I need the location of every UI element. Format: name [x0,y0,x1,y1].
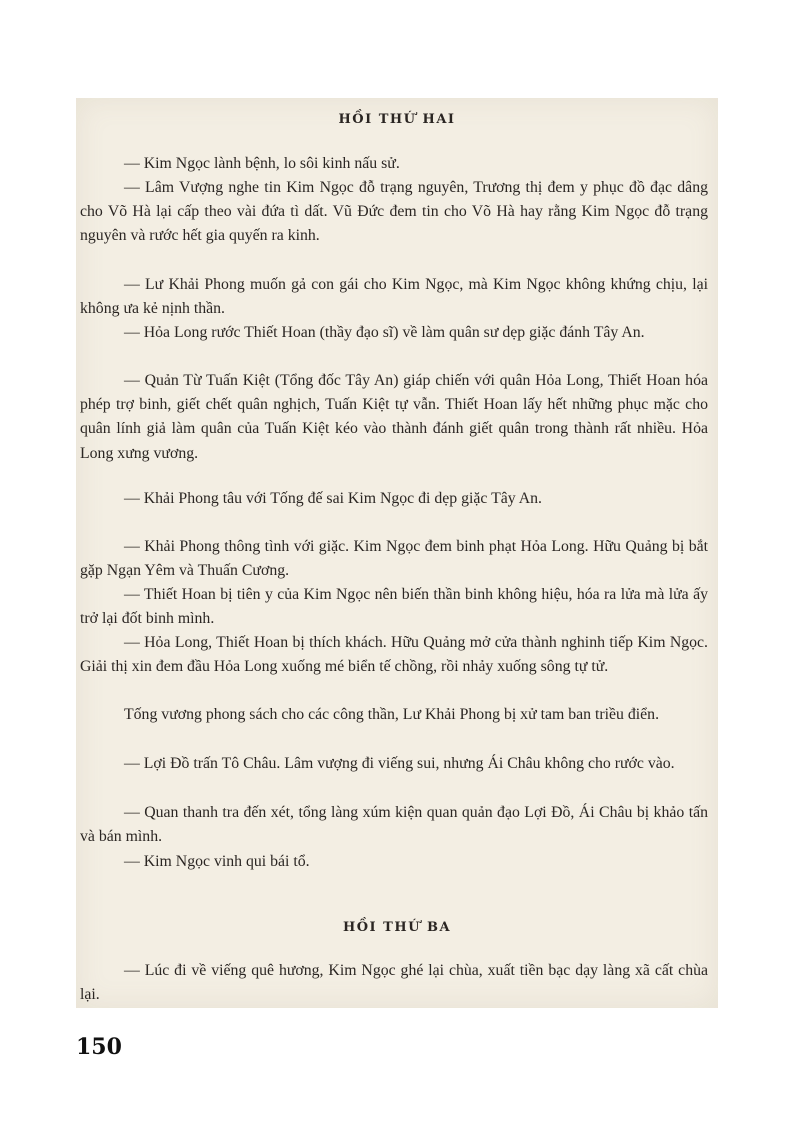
paragraph: — Lúc đi về viếng quê hương, Kim Ngọc ghé lại chùa, xuất tiền bạc dạy làng xã cất chùa lại. [80,962,708,1004]
paragraph: — Lư Khải Phong muốn gả con gái cho Kim Ngọc, mà Kim Ngọc không khứng chịu, lại không ưa kẻ nịnh thần. [80,276,708,318]
scanned-page [76,98,718,1008]
paragraph: — Khải Phong thông tình với giặc. Kim Ngọc đem binh phạt Hỏa Long. Hữu Quảng bị bắt gặp Ngạn Yêm và Thuấn Cương. [80,538,708,580]
paragraph: — Kim Ngọc lành bệnh, lo sôi kinh nấu sử. [124,155,400,172]
paragraph: — Quan thanh tra đến xét, tổng làng xúm kiện quan quản đạo Lợi Đồ, Ái Châu bị khảo tấn và bán mình. [80,804,708,846]
paragraph: Tống vương phong sách cho các công thần, Lư Khải Phong bị xử tam ban triều điển. [124,706,660,723]
paragraph: — Lợi Đồ trấn Tô Châu. Lâm vượng đi viếng sui, nhưng Ái Châu không cho rước vào. [124,755,675,772]
paragraph: — Khải Phong tâu với Tống đế sai Kim Ngọc đi dẹp giặc Tây An. [124,490,542,507]
paragraph: — Hỏa Long, Thiết Hoan bị thích khách. Hữu Quảng mở cửa thành nghinh tiếp Kim Ngọc. Giải thị xin đem đầu Hỏa Long xuống mé biển tế chồng, rồi nhảy xuống sông tự tử. [80,634,708,676]
paragraph: — Lâm Vượng nghe tin Kim Ngọc đỗ trạng nguyên, Trương thị đem y phục đồ đạc dâng cho Võ Hà lại cấp theo vài đứa tì dất. Vũ Đức đem tin cho Võ Hà hay rằng Kim Ngọc đỗ trạng nguyên và rước hết gia quyến ra kinh. [80,179,708,245]
paragraph: — Kim Ngọc vinh qui bái tổ. [124,853,310,870]
paragraph: — Quản Từ Tuấn Kiệt (Tổng đốc Tây An) giáp chiến với quân Hỏa Long, Thiết Hoan hóa phép trợ binh, giết chết quân nghịch, Tuấn Kiệt tự vẫn. Thiết Hoan lấy hết những phục mặc cho quân lính giả làm quân của Tuấn Kiệt kéo vào thành đánh giết quân trong thành rất nhiều. Hỏa Long xưng vương. [80,372,708,462]
page-number: 150 [76,1034,122,1060]
paragraph: — Thiết Hoan bị tiên y của Kim Ngọc nên biến thần binh không hiệu, hóa ra lửa mà lửa ấy trở lại đốt binh mình. [80,586,708,628]
paragraph: — Hỏa Long rước Thiết Hoan (thầy đạo sĩ) về làm quân sư dẹp giặc đánh Tây An. [124,324,645,341]
chapter-heading: HỒI THỨ HAI [338,112,456,127]
chapter-heading: HỒI THỨ BA [342,920,452,935]
